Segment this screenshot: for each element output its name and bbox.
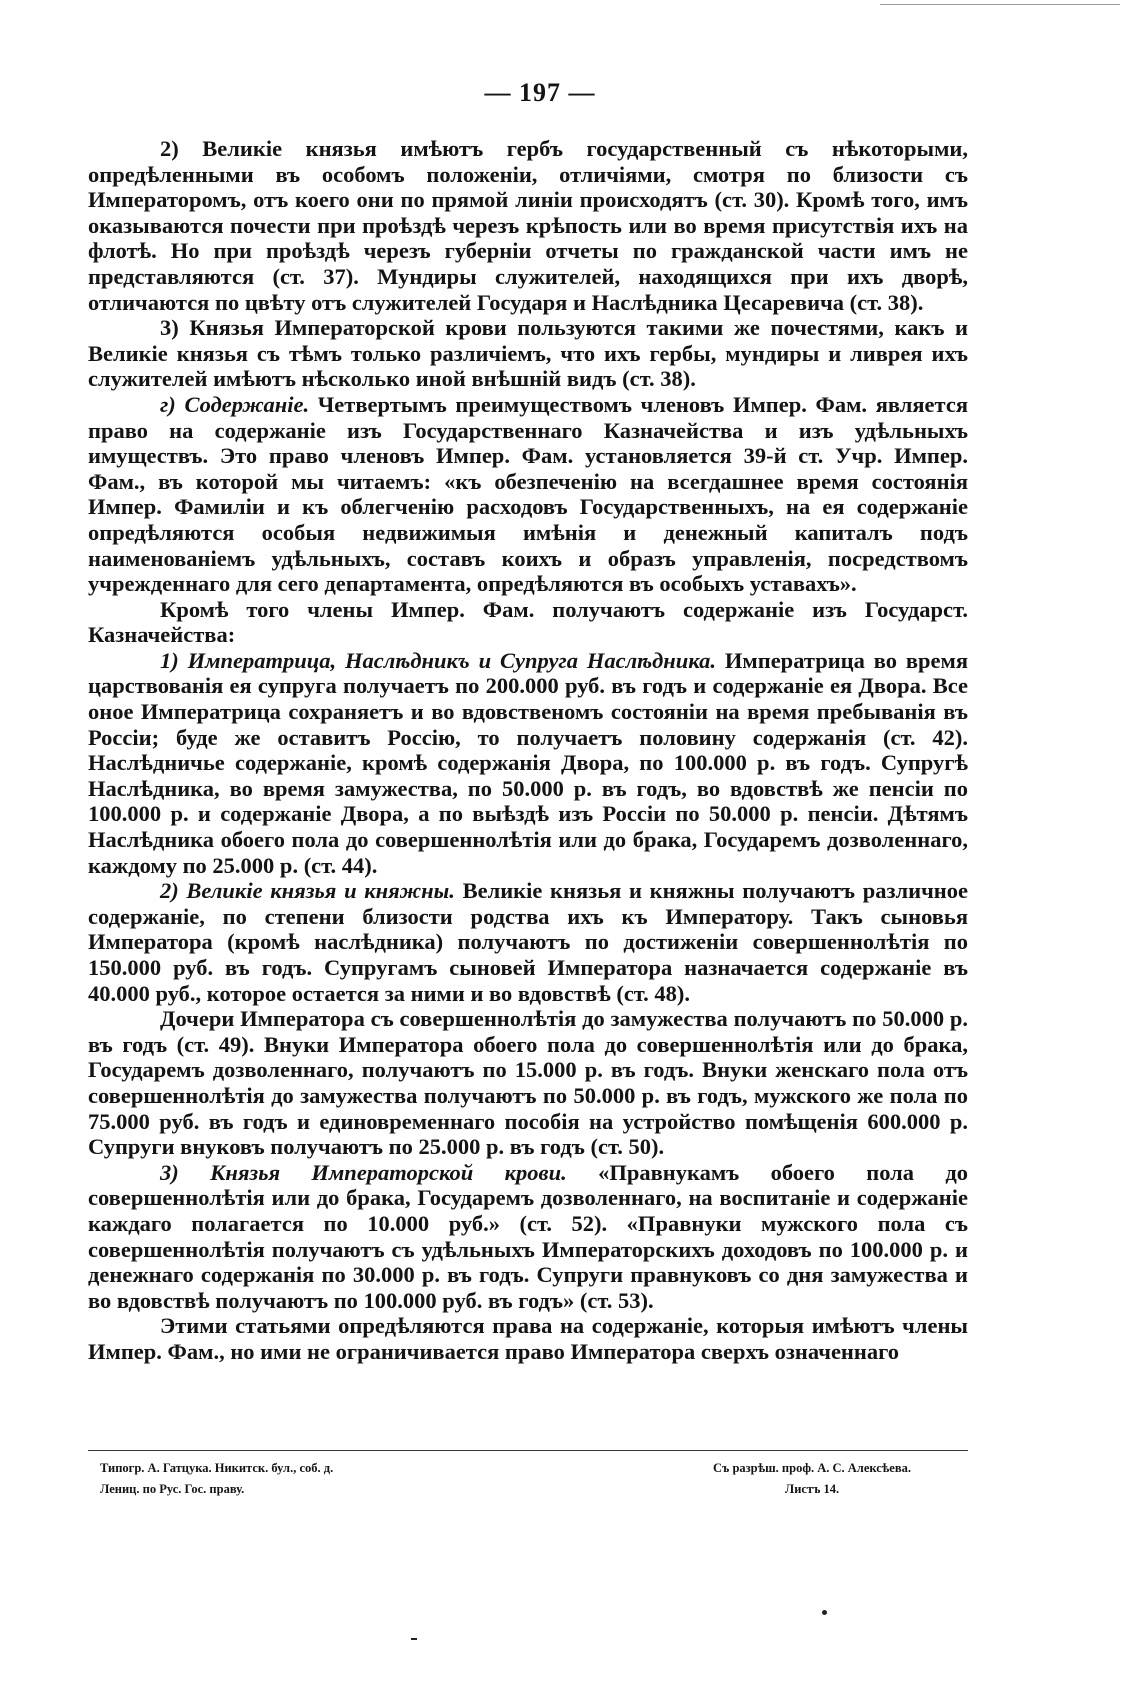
paragraph-text: Императрица во время царствованія ея супруга получаетъ по 200.000 руб. въ годъ и содержаніе ея Двора. Все оное Императрица сохраняетъ и во вдовственомъ состояніи на время пребыванія въ Россіи; буде же оставитъ Россію, то получаетъ половину содержанія (ст. 42). Наслѣдничье содержаніе, кромѣ содержанія Двора, по 100.000 р. въ годъ. Супругѣ Наслѣдника, во время замужества, по 50.000 р. въ годъ, во вдовствѣ же пенсіи по 100.000 р. и содержаніе Двора, а по выѣздѣ изъ Россіи по 50.000 р. пенсіи. Дѣтямъ Наслѣдника обоего пола до совершеннолѣтія или до брака, Государемъ дозволеннаго, каждому по 25.000 р. (ст. 44). (88, 647, 969, 878)
permission-note (672, 1458, 952, 1500)
paragraph (88, 597, 968, 648)
paragraph-text: Этими статьями опредѣляются права на содержаніе, которыя имѣютъ члены Импер. Фам., но ими не ограничивается право Императора сверхъ означеннаго (88, 1313, 968, 1364)
paragraph-lead: г) Содержаніе. (160, 391, 310, 417)
paragraph (88, 1160, 968, 1314)
paragraph (88, 136, 968, 315)
page-number: — 197 — (484, 78, 596, 107)
paragraph-lead: 3) Князья Императорской крови. (160, 1159, 567, 1185)
printer-imprint (100, 1458, 333, 1500)
paragraph-text: 2) Великіе князья имѣютъ гербъ государственный съ нѣкоторыми, опредѣленными въ особомъ положеніи, отличіями, смотря по близости съ Императоромъ, отъ коего они по прямой линіи происходятъ (ст. 30). Кромѣ того, имъ оказываются почести при проѣздѣ черезъ крѣпость или во время присутствія ихъ на флотѣ. Но при проѣздѣ черезъ губерніи отчеты по гражданской части имъ не представляются (ст. 37). Мундиры служителей, находящихся при ихъ дворѣ, отличаются по цвѣту отъ служителей Государя и Наслѣдника Цесаревича (ст. 38). (88, 136, 968, 315)
paragraph (88, 315, 968, 392)
paragraph-text: Кромѣ того члены Импер. Фам. получаютъ содержаніе изъ Государст. Казначейства: (88, 596, 968, 648)
imprint-line: Лениц. по Рус. Гос. праву. (100, 1482, 245, 1496)
footer-rule (88, 1450, 968, 1451)
paragraph (88, 1313, 968, 1364)
paragraph (88, 648, 968, 878)
paragraph-text: «Правнукамъ обоего пола до совершеннолѣтія или до брака, Государемъ дозволеннаго, на воспитаніе и содержаніе каждаго полагается по 10.000 руб.» (ст. 52). «Правнуки мужского пола съ совершеннолѣтія получаютъ съ удѣльныхъ Императорскихъ доходовъ по 100.000 р. и денежнаго содержанія по 30.000 р. въ годъ. Супруги правнуковъ со дня замужества и во вдовствѣ получаютъ по 100.000 руб. въ годъ» (ст. 53). (88, 1159, 969, 1313)
paragraph-lead: 1) Императрица, Наслѣдникъ и Супруга Наслѣдника. (160, 647, 717, 673)
paragraph (88, 1006, 968, 1160)
paragraph-text: Великіе князья и княжны получаютъ различное содержаніе, по степени близости родства ихъ къ Императору. Такъ сыновья Императора (кромѣ наслѣдника) получаютъ по достиженіи совершеннолѣтія по 150.000 руб. въ годъ. Супругамъ сыновей Императора назначается содержаніе въ 40.000 руб., которое остается за ними и во вдовствѣ (ст. 48). (88, 878, 968, 1006)
permission-line: Съ разрѣш. проф. А. С. Алексѣева. (713, 1461, 911, 1475)
paragraph (88, 878, 968, 1006)
paragraph-text: 3) Князья Императорской крови пользуются такими же почестями, какъ и Великіе князья съ тѣмъ только различіемъ, что ихъ гербы, мундиры и ливрея ихъ служителей имѣютъ нѣсколько иной внѣшній видъ (ст. 38). (88, 315, 968, 392)
scan-speck (411, 1638, 417, 1640)
paragraph (88, 392, 968, 597)
body-text (88, 136, 968, 1365)
paragraph-text: Четвертымъ преимуществомъ членовъ Импер. Фам. является право на содержаніе изъ Государственнаго Казначейства и изъ удѣльныхъ имуществъ. Это право членовъ Импер. Фам. установляется 39-й ст. Учр. Импер. Фам., въ которой мы читаемъ: «къ обезпеченію на всегдашнее время состоянія Импер. Фамиліи и къ облегченію расходовъ Государственныхъ, на ея содержаніе опредѣляются особыя недвижимыя имѣнія и денежный капиталъ подъ наименованіемъ удѣльныхъ, составъ коихъ и образъ управленія, посредствомъ учрежденнаго для сего департамента, опредѣляются въ особыхъ уставахъ». (88, 391, 968, 597)
imprint-line: Типогр. А. Гатцука. Никитск. бул., соб. д. (100, 1461, 334, 1475)
scan-speck (822, 1610, 827, 1615)
paragraph-lead: 2) Великіе князья и княжны. (160, 878, 455, 904)
sheet-number: Листъ 14. (784, 1482, 840, 1496)
scan-edge-line (880, 4, 1120, 5)
paragraph-text: Дочери Императора съ совершеннолѣтія до замужества получаютъ по 50.000 р. въ годъ (ст. 49). Внуки Императора обоего пола до совершеннолѣтія или до брака, Государемъ дозволеннаго, получаютъ по 15.000 р. въ годъ. Внуки женскаго пола отъ совершеннолѣтія до замужества получаютъ по 50.000 р. въ годъ, мужского же пола по 75.000 руб. въ годъ и единовременнаго пособія на устройство помѣщенія 600.000 р. Супруги внуковъ получаютъ по 25.000 р. въ годъ (ст. 50). (88, 1006, 968, 1160)
